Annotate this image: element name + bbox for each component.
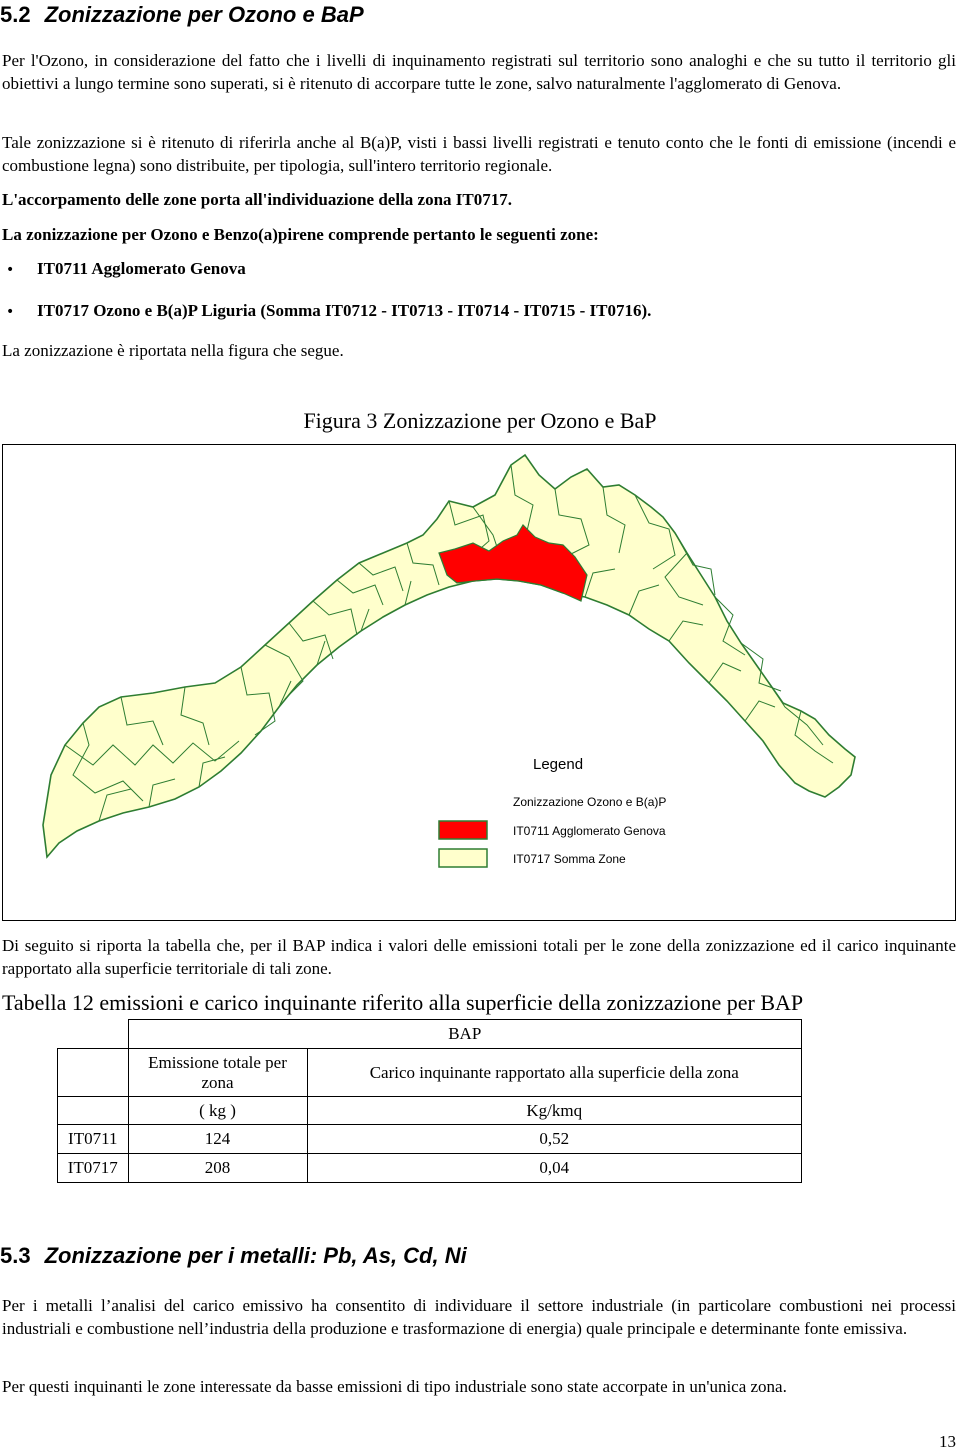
legend-subtitle: Zonizzazione Ozono e B(a)P: [513, 795, 667, 809]
zone-it0717-area: [43, 455, 855, 857]
paragraph-metals-zones: Per questi inquinanti le zone interessate da basse emissioni di tipo industriale sono state accorpate in un'unica zona.: [2, 1377, 787, 1396]
map-frame: [2, 444, 956, 921]
table-header-load: Carico inquinante rapportato alla superficie della zona: [307, 1049, 802, 1097]
table-cell-load: 0,04: [307, 1154, 802, 1183]
section-number: 5.3: [0, 1243, 31, 1268]
table-unit-load: Kg/kmq: [307, 1097, 802, 1125]
paragraph-table-intro: Di seguito si riporta la tabella che, per il BAP indica i valori delle emissioni totali per le zone della zonizzazione ed il carico inquinante rapportato alla superficie territoriale di tali zone.: [2, 936, 956, 978]
legend-swatch-genova: [439, 821, 487, 839]
legend-label-genova: IT0711 Agglomerato Genova: [513, 824, 666, 838]
paragraph-bap-zoning: Tale zonizzazione si è ritenuto di riferirla anche al B(a)P, visti i bassi livelli registrati e tenuto conto che le fonti di emissione (incendi e combustione legna) sono distribuite, per tipologia, sull'intero territorio regionale.: [2, 133, 956, 175]
paragraph-zones-list-intro: La zonizzazione per Ozono e Benzo(a)pirene comprende pertanto le seguenti zone:: [2, 225, 599, 244]
table-unit-emission: ( kg ): [128, 1097, 307, 1125]
map-legend: [439, 756, 666, 867]
section-heading-5-2: [0, 2, 364, 28]
paragraph-ozone-intro: Per l'Ozono, in considerazione del fatto che i livelli di inquinamento registrati sul territorio sono analoghi e che su tutto il territorio gli obiettivi a lungo termine sono superati, si è ritenuto di accorpare tutte le zone, salvo naturalmente l'agglomerato di Genova.: [2, 51, 956, 93]
table-group-header: BAP: [128, 1020, 802, 1049]
table-cell-zone: IT0717: [58, 1154, 129, 1183]
bullet-item: IT0711 Agglomerato Genova: [37, 259, 246, 278]
paragraph-metals-analysis: Per i metalli l’analisi del carico emissivo ha consentito di individuare il settore industriale (in particolare combustioni nei processi industriali e combustione nell’industria della produzione e trasformazione di energia) quale principale e determinante fonte emissiva.: [2, 1296, 956, 1338]
table-caption: Tabella 12 emissioni e carico inquinante riferito alla superficie della zonizzazione per BAP: [2, 990, 804, 1015]
table-cell-emission: 124: [128, 1125, 307, 1154]
section-number: 5.2: [0, 2, 31, 27]
table-cell-load: 0,52: [307, 1125, 802, 1154]
section-heading-5-3: [0, 1243, 467, 1269]
liguria-zoning-map: [3, 445, 955, 920]
paragraph-figure-intro: La zonizzazione è riportata nella figura che segue.: [2, 341, 344, 360]
bap-emissions-table: [57, 1019, 802, 1183]
bullet-item: IT0717 Ozono e B(a)P Liguria (Somma IT0712 - IT0713 - IT0714 - IT0715 - IT0716).: [37, 301, 652, 320]
figure-caption: Figura 3 Zonizzazione per Ozono e BaP: [303, 408, 657, 433]
table-row: [58, 1125, 802, 1154]
legend-title: Legend: [533, 756, 584, 773]
table-cell-emission: 208: [128, 1154, 307, 1183]
table-cell-zone: IT0711: [58, 1125, 129, 1154]
page-number: 13: [939, 1432, 956, 1451]
section-title: Zonizzazione per i metalli: Pb, As, Cd, Ni: [44, 1243, 467, 1268]
bullet-marker: •: [6, 304, 15, 320]
table-header-emission: Emissione totale per zona: [128, 1049, 307, 1097]
legend-swatch-somma: [439, 849, 487, 867]
section-title: Zonizzazione per Ozono e BaP: [44, 2, 364, 27]
bullet-marker: •: [6, 262, 15, 278]
legend-label-somma: IT0717 Somma Zone: [513, 852, 626, 866]
paragraph-zone-merge: L'accorpamento delle zone porta all'individuazione della zona IT0717.: [2, 190, 512, 209]
table-row: [58, 1154, 802, 1183]
